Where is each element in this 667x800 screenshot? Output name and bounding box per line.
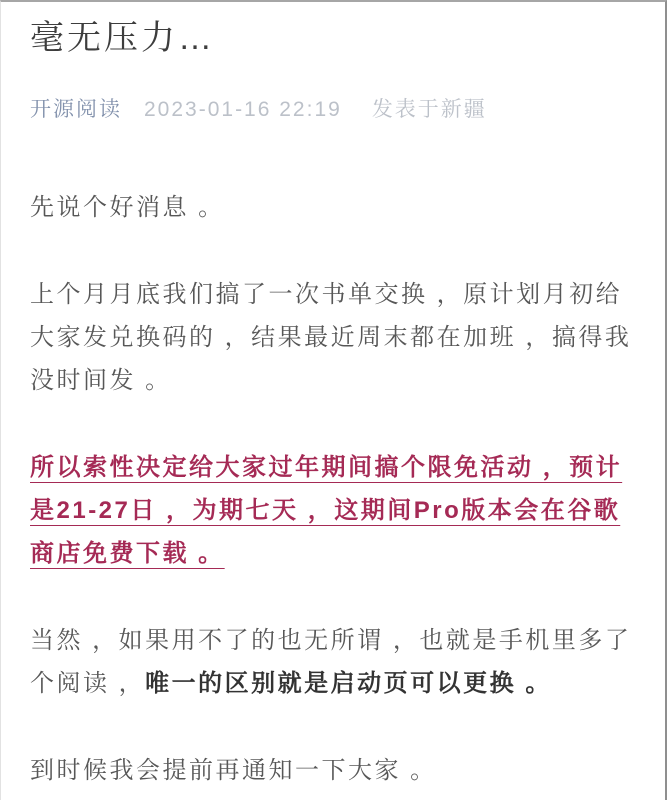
article-body — [30, 186, 639, 792]
publish-datetime: 2023-01-16 22:19 — [144, 98, 342, 121]
article-meta — [30, 96, 639, 124]
paragraph-book-exchange: 上个月月底我们搞了一次书单交换 ，原计划月初给大家发兑换码的 ，结果最近周末都在加班 ，搞得我没时间发 。 — [30, 281, 632, 394]
paragraph-no-difference-normal: 当然 ，如果用不了的也无所谓 ，也就是手机里多了个阅读 ， — [30, 627, 632, 697]
article-title: 毫无压力… — [30, 19, 215, 57]
account-name-link[interactable]: 开源阅读 — [30, 98, 122, 121]
paragraph-notify-later: 到时候我会提前再通知一下大家 。 — [30, 757, 437, 784]
publish-location: 发表于新疆 — [371, 98, 487, 121]
paragraph-good-news: 先说个好消息 。 — [30, 194, 225, 221]
paragraph-free-promo-highlight: 所以索性决定给大家过年期间搞个限免活动 ，预计是21-27日 ，为期七天 ，这期间Pro版本会在谷歌商店免费下载 。 — [30, 454, 623, 567]
paragraph-no-difference — [30, 619, 639, 705]
paragraph-no-difference-bold: 唯一的区别就是启动页可以更换 。 — [145, 670, 552, 697]
